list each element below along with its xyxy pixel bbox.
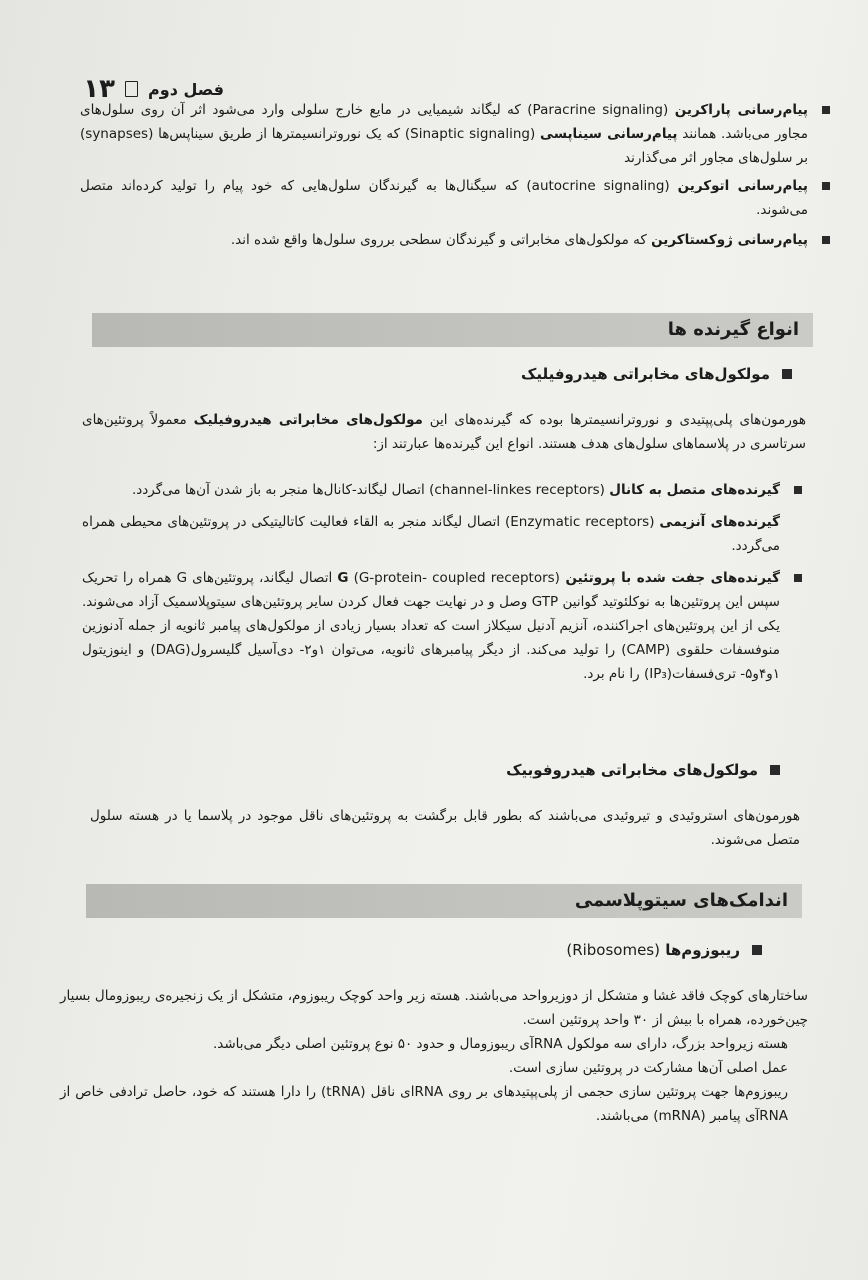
paragraph: ریبوزوم‌ها جهت پروتئین سازی حجمی از پلی‌پپتیدهای بر روی RNAای ناقل (tRNA) را دارا هستند که خود، حاصل ترادفی خاص از RNAآی پیامبر (mRNA) می‌باشند. (60, 1084, 788, 1124)
subsection-heading: مولکول‌های مخابراتی هیدروفیلیک (521, 362, 770, 386)
list-item (82, 566, 780, 686)
heading-text: ریبوزوم‌ها (665, 941, 740, 959)
item-text: (channel-linkes receptors) اتصال لیگاند-کانال‌ها منجر به باز شدن آن‌ها می‌گردد. (131, 482, 605, 498)
heading-english: (Ribosomes) (566, 941, 660, 959)
hydrophilic-intro (82, 408, 806, 456)
section-title: انواع گیرنده ها (92, 313, 813, 347)
term: گیرنده‌های جفت شده با پروتئین G (337, 570, 780, 586)
subsection-heading: مولکول‌های مخابراتی هیدروفوبیک (506, 758, 758, 782)
hydrophobic-text: هورمون‌های استروئیدی و تیروئیدی می‌باشند که بطور قابل برگشت به پروتئین‌های ناقل موجود در پلاسما یا در هسته سلول متصل می‌شوند. (90, 808, 800, 848)
paragraph: ساختارهای کوچک فاقد غشا و متشکل از دوزیرواحد می‌باشند. هسته زیر واحد کوچک ریبوزوم، متشکل از یک زنجیره‌ی ریبوزومال بسیار چین‌خورده، همراه با بیش از ۳۰ واحد پروتئین است. (60, 988, 808, 1028)
item-text: (Paracrine signaling) که لیگاند شیمیایی در مایع خارج سلولی وارد می‌شود اثر آن روی سلول‌های مجاور می‌باشد. همانند (80, 102, 808, 142)
item-text: (autocrine signaling) که سیگنال‌ها به گیرندگان سلول‌هایی که خود پیام را تولید کرده‌اند متصل می‌شوند. (80, 178, 808, 218)
list-item (82, 510, 780, 558)
paragraph (82, 408, 806, 456)
section-title: اندامک‌های سیتوپلاسمی (86, 884, 802, 918)
term: پیام‌رسانی ژوکستاکرین (651, 232, 808, 248)
list-item (80, 228, 808, 252)
item-text: (Sinaptic signaling) که یک نوروترانسیمترها از طریق سیناپس‌ها (synapses) بر سلول‌های مجاور اثر می‌گذارند (80, 126, 808, 166)
page-number: ۱۳ (83, 74, 116, 104)
list-item (80, 174, 808, 222)
term: گیرنده‌های آنزیمی (659, 514, 780, 530)
item-text: (G-protein- coupled receptors) اتصال لیگاند، پروتئین‌های G همراه را تحریک سپس این پروتئین‌ها به نوکلئوتید گوانین GTP وصل و در نهایت جهت فعال کردن سایر پروتئین‌های سیتوپلاسمیک آزاد می‌شوند. یکی از این پروتئین‌های اجراکننده، آنزیم آدنیل سیکلاز است که تعداد بسیار زیادی از مولکول‌های پیامبر ثانویه از جمله آدنوزین منوفسفات حلقوی (CAMP) را تولید می‌کند. از دیگر پیامبرهای ثانویه، می‌توان ۱و۲- دی‌آسیل گلیسرول(DAG) و اینوزیتول ۱و۴و۵- تری‌فسفات(IP₃) را نام برد. (82, 570, 780, 682)
paragraph: هسته زیرواحد بزرگ، دارای سه مولکول RNAآی ریبوزومال و حدود ۵۰ نوع پروتئین اصلی دیگر می‌باشد. (212, 1036, 788, 1052)
subsection-heading (566, 938, 740, 962)
item-text: (Enzymatic receptors) اتصال لیگاند منجر به القاء فعالیت کاتالیتیکی در پروتئین‌های محیطی همراه می‌گردد. (82, 514, 780, 554)
term: پیام‌رسانی اتوکرین (677, 178, 808, 194)
list-item (82, 478, 780, 502)
term: گیرنده‌های متصل به کانال (609, 482, 780, 498)
term: پیام‌رسانی سیناپسی (540, 126, 678, 142)
signaling-list (80, 98, 808, 252)
paragraph: عمل اصلی آن‌ها مشارکت در پروتئین سازی است. (508, 1060, 788, 1076)
ribosomes-text (60, 984, 808, 1128)
receptor-list (82, 478, 780, 686)
item-text: که مولکول‌های مخابراتی و گیرندگان سطحی برروی سلول‌ها واقع شده اند. (230, 232, 647, 248)
term: پیام‌رسانی پاراکرین (674, 102, 808, 118)
term: مولکول‌های مخابراتی هیدروفیلیک (193, 412, 423, 428)
chapter-title: فصل دوم (148, 79, 224, 99)
page-icon (125, 81, 138, 97)
text: هورمون‌های پلی‌پپتیدی و نوروترانسیمترها بوده که گیرنده‌های این (429, 412, 806, 428)
list-item (80, 98, 808, 170)
text: معمولاً پروتئین‌های سرتاسری در پلاسماهای سلول‌های هدف هستند. انواع این گیرنده‌ها عبارتند از: (82, 412, 806, 452)
